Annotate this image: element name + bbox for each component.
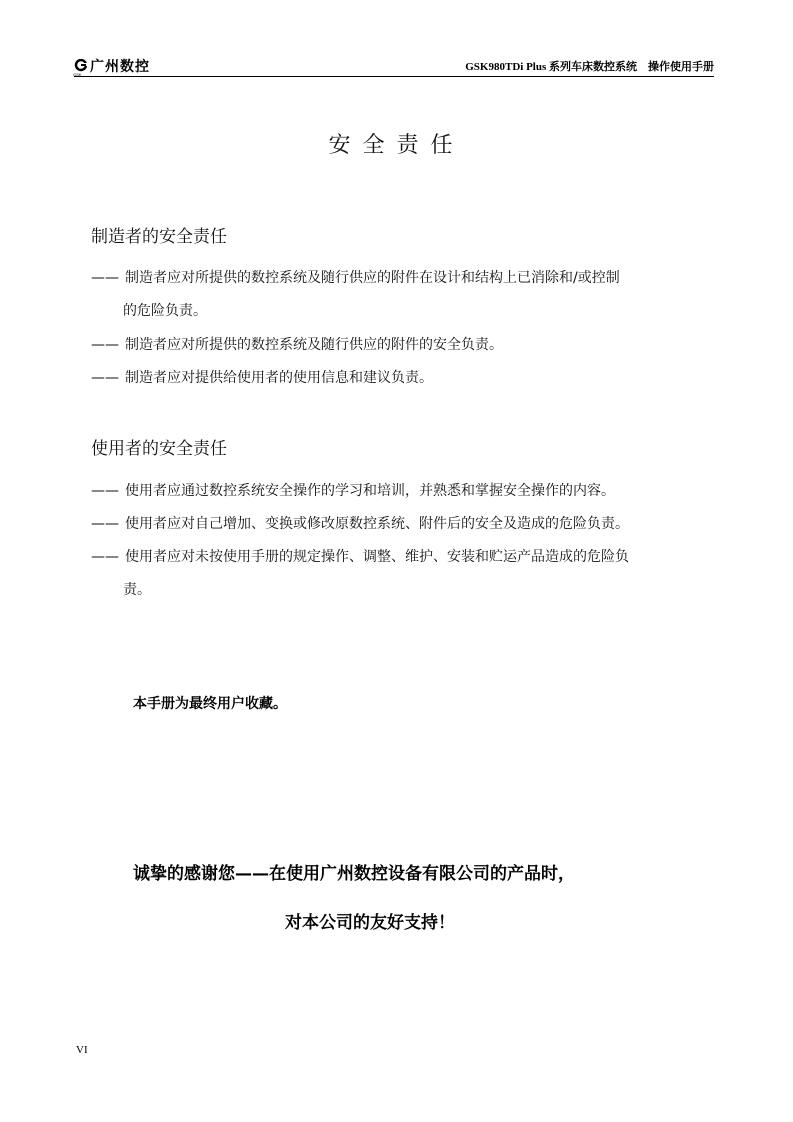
section-heading-user: 使用者的安全责任 xyxy=(91,439,227,459)
list-dash: —— xyxy=(91,516,119,532)
list-item-text: 制造者应对提供给使用者的使用信息和建议负责。 xyxy=(125,370,433,386)
list-item xyxy=(91,475,711,508)
collection-note: 本手册为最终用户收藏。 xyxy=(133,696,287,712)
page-number: VI xyxy=(76,1044,88,1056)
gsk-logo-icon xyxy=(73,59,88,77)
list-item xyxy=(91,541,711,607)
list-item-text: 使用者应对未按使用手册的规定操作、调整、维护、安装和贮运产品造成的危险负 xyxy=(125,549,629,565)
list-item-text: 制造者应对所提供的数控系统及随行供应的附件在设计和结构上已消除和/或控制 xyxy=(125,270,620,286)
thanks-line-1: 诚挚的感谢您——在使用广州数控设备有限公司的产品时， xyxy=(133,864,575,884)
list-item-text: 使用者应通过数控系统安全操作的学习和培训，并熟悉和掌握安全操作的内容。 xyxy=(125,483,615,499)
list-item-continuation: 责。 xyxy=(123,582,151,598)
list-item-continuation: 的危险负责。 xyxy=(123,303,207,319)
list-item-text: 使用者应对自己增加、变换或修改原数控系统、附件后的安全及造成的危险负责。 xyxy=(125,516,629,532)
list-dash: —— xyxy=(91,483,119,499)
list-dash: —— xyxy=(91,370,119,386)
logo-text: 广州数控 xyxy=(90,59,150,75)
thanks-line-2: 对本公司的友好支持！ xyxy=(285,913,455,933)
list-item xyxy=(91,508,711,541)
list-dash: —— xyxy=(91,549,119,565)
company-logo xyxy=(74,56,150,76)
page-header xyxy=(74,54,714,77)
header-title: GSK980TDi Plus 系列车床数控系统 操作使用手册 xyxy=(465,61,714,73)
list-item xyxy=(91,329,711,362)
logo-sub-text: GSK xyxy=(73,72,82,77)
list-dash: —— xyxy=(91,337,119,353)
list-item xyxy=(91,262,711,328)
list-dash: —— xyxy=(91,270,119,286)
page-title: 安全责任 xyxy=(328,133,465,158)
list-item-text: 制造者应对所提供的数控系统及随行供应的附件的安全负责。 xyxy=(125,337,503,353)
list-item xyxy=(91,362,711,395)
section-heading-manufacturer: 制造者的安全责任 xyxy=(91,227,227,247)
